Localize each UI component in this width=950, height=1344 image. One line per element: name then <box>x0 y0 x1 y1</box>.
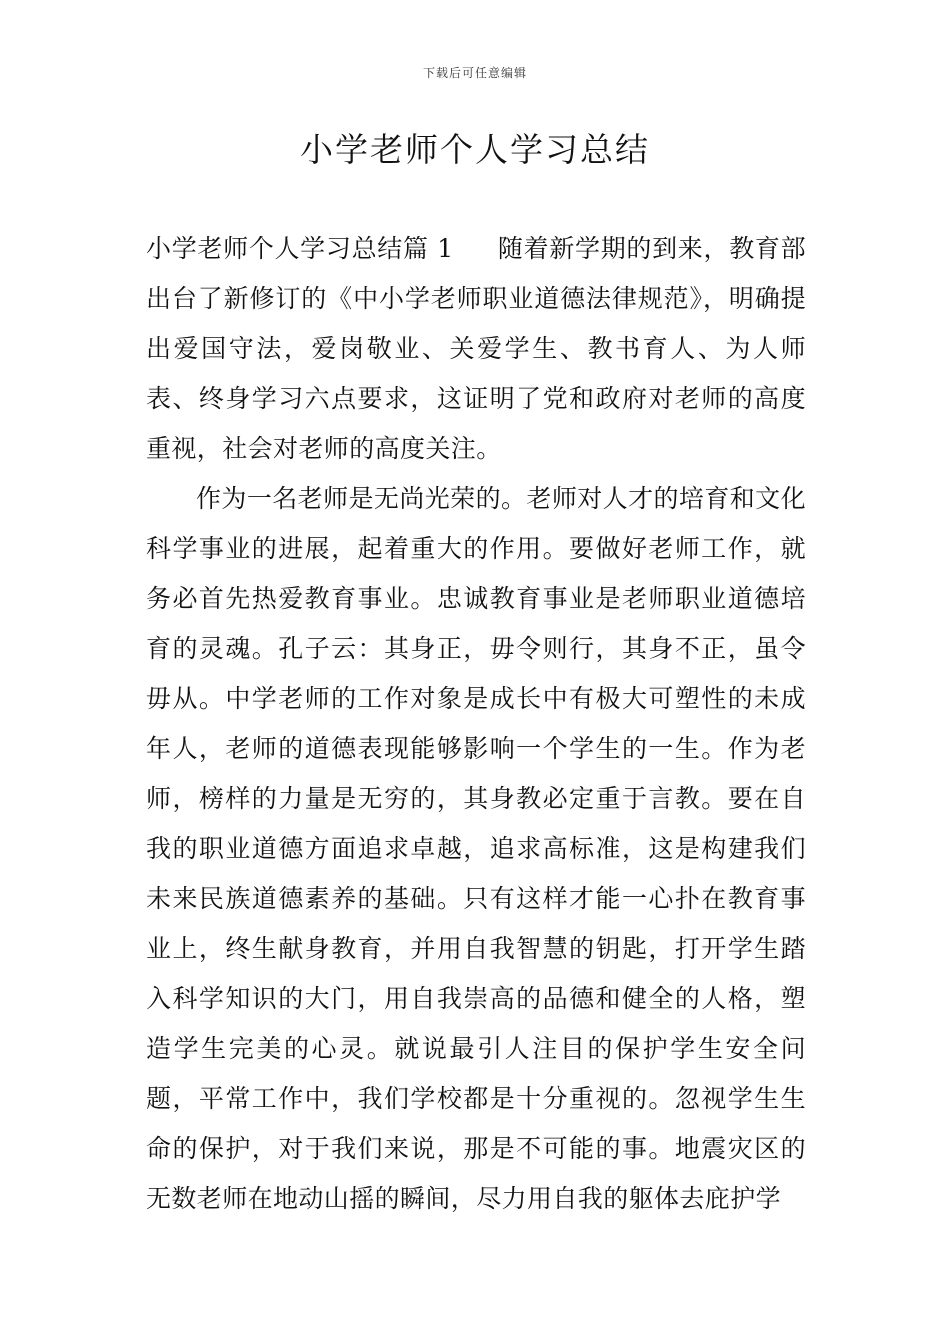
header-note: 下载后可任意编辑 <box>422 66 527 80</box>
paragraph-1-text: 随着新学期的到来，教育部出台了新修订的《中小学老师职业道德法律规范》，明确提出爱国守法，爱岗敬业、关爱学生、教书育人、为人师表、终身学习六点要求，这证明了党和政府对老师的高度重视，社会对老师的高度关注。 <box>146 234 806 463</box>
document-body <box>146 224 806 1224</box>
section-label: 小学老师个人学习总结篇 1 <box>146 234 454 263</box>
paragraph-1 <box>146 224 806 474</box>
paragraph-2: 作为一名老师是无尚光荣的。老师对人才的培育和文化科学事业的进展，起着重大的作用。要做好老师工作，就务必首先热爱教育事业。忠诚教育事业是老师职业道德培育的灵魂。孔子云：其身正，毋令则行，其身不正，虽令毋从。中学老师的工作对象是成长中有极大可塑性的未成年人，老师的道德表现能够影响一个学生的一生。作为老师，榜样的力量是无穷的，其身教必定重于言教。要在自我的职业道德方面追求卓越，追求高标准，这是构建我们未来民族道德素养的基础。只有这样才能一心扑在教育事业上，终生献身教育，并用自我智慧的钥匙，打开学生踏入科学知识的大门，用自我崇高的品德和健全的人格，塑造学生完美的心灵。就说最引人注目的保护学生安全问题，平常工作中，我们学校都是十分重视的。忽视学生生命的保护，对于我们来说，那是不可能的事。地震灾区的无数老师在地动山摇的瞬间，尽力用自我的躯体去庇护学 <box>146 484 806 1213</box>
document-title: 小学老师个人学习总结 <box>300 130 650 169</box>
